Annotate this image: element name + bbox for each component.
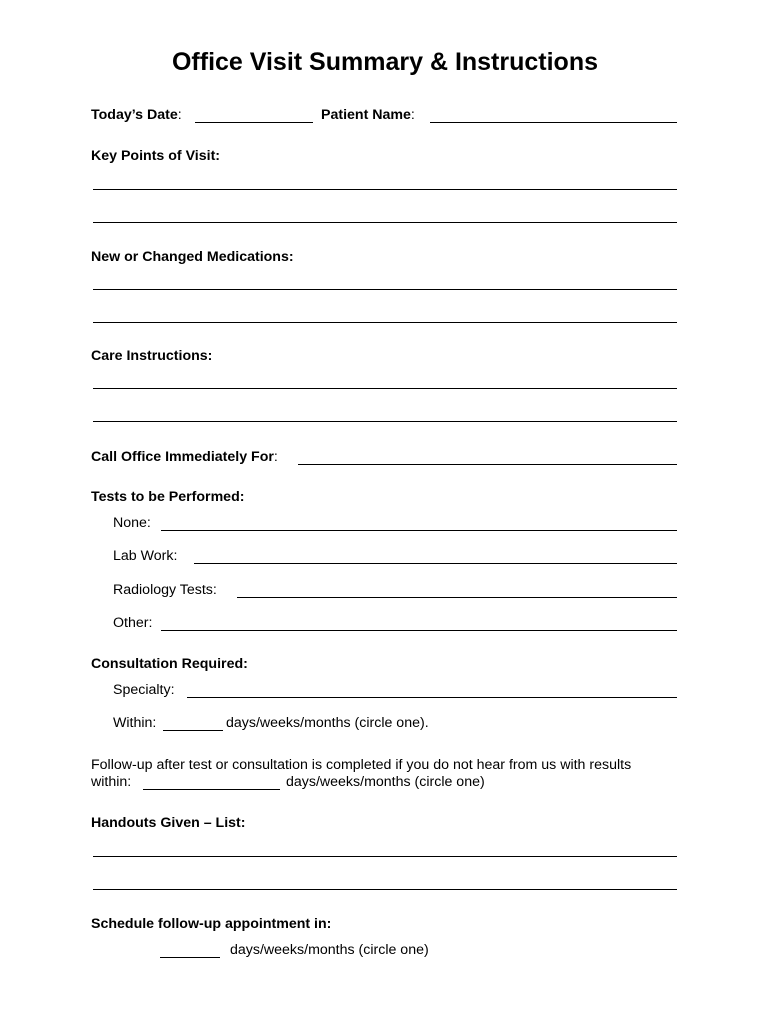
schedule-suffix: days/weeks/months (circle one): [230, 942, 429, 958]
care-instructions-label: Care Instructions:: [91, 348, 213, 364]
page-title: Office Visit Summary & Instructions: [171, 48, 599, 76]
new-medications-label: New or Changed Medications:: [91, 249, 294, 265]
tests-none-label: None:: [113, 515, 151, 531]
call-office-field[interactable]: [298, 464, 677, 465]
patient-name-label: Patient Name: [321, 107, 411, 123]
followup-text: Follow-up after test or consultation is completed if you do not hear from us with results: [91, 757, 632, 773]
followup-within-label: within:: [91, 774, 132, 790]
consultation-within-suffix: days/weeks/months (circle one).: [226, 715, 429, 731]
tests-radiology-field[interactable]: [237, 597, 677, 598]
handouts-label: Handouts Given – List:: [91, 815, 246, 831]
tests-lab-work-field[interactable]: [194, 563, 677, 564]
call-office-colon: :: [273, 449, 278, 465]
todays-date-label-row: [91, 107, 182, 124]
tests-other-field[interactable]: [161, 630, 677, 631]
handouts-line-2[interactable]: [93, 889, 677, 890]
new-medications-line-2[interactable]: [93, 322, 677, 323]
todays-date-field[interactable]: [195, 122, 313, 123]
consultation-label: Consultation Required:: [91, 656, 248, 672]
tests-label: Tests to be Performed:: [91, 489, 245, 505]
key-points-line-1[interactable]: [93, 189, 677, 190]
followup-suffix: days/weeks/months (circle one): [286, 774, 485, 790]
consultation-specialty-field[interactable]: [187, 697, 677, 698]
followup-within-field[interactable]: [143, 789, 280, 790]
patient-name-colon: :: [410, 107, 415, 123]
todays-date-colon: :: [177, 107, 182, 123]
consultation-specialty-label: Specialty:: [113, 682, 175, 698]
key-points-label: Key Points of Visit:: [91, 148, 221, 164]
consultation-within-field[interactable]: [163, 730, 223, 731]
call-office-label: Call Office Immediately For: [91, 449, 274, 465]
tests-lab-work-label: Lab Work:: [113, 548, 178, 564]
key-points-line-2[interactable]: [93, 222, 677, 223]
care-instructions-line-1[interactable]: [93, 388, 677, 389]
new-medications-line-1[interactable]: [93, 289, 677, 290]
patient-name-label-row: [321, 107, 415, 124]
schedule-field[interactable]: [160, 957, 220, 958]
patient-name-field[interactable]: [430, 122, 677, 123]
tests-radiology-label: Radiology Tests:: [113, 582, 217, 598]
schedule-label: Schedule follow-up appointment in:: [91, 916, 332, 932]
tests-other-label: Other:: [113, 615, 153, 631]
tests-none-field[interactable]: [161, 530, 677, 531]
handouts-line-1[interactable]: [93, 856, 677, 857]
todays-date-label: Today’s Date: [91, 107, 178, 123]
care-instructions-line-2[interactable]: [93, 421, 677, 422]
call-office-label-row: [91, 449, 278, 466]
consultation-within-label: Within:: [113, 715, 157, 731]
